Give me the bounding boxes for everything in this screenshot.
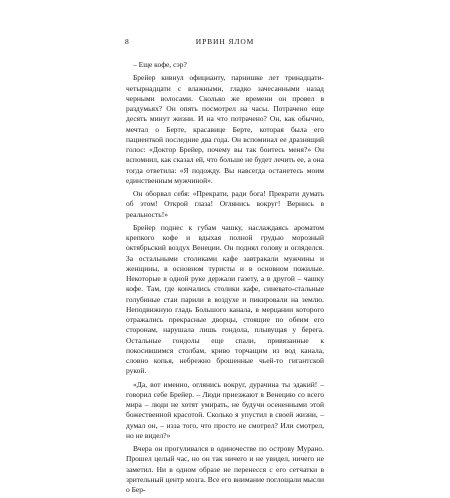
body-text <box>126 60 324 498</box>
paragraph: Брейер кивнул официанту, парнишке лет тринадцати-четырнадцати с влажными, гладко зачесанными назад черными волосами. Сколько же времени он провел в раздумьях? Он опять посмотрел на часы. Потрачено еще десять минут жизни. И на что потрачено? Он, как обычно, мечтал о Берте, красавице Берте, которая была его пациенткой последние два года. Он вспоминал ее дразнящий голос: «Доктор Брейер, почему вы так боитесь меня?» Он вспомнил, как сказал ей, что больше не будет лечить ее, а она тогда ответила: «Я подожду. Вы навсегда останетесь моим единственным мужчиной». <box>126 73 324 185</box>
paragraph: «Да, вот именно, оглянись вокруг, дурачина ты эдакий! – говорил себе Брейер. – Люди приезжают в Венецию со всего мира – люди не хотят умирать, не будучи осененными этой божественной красотой. Сколько я упустил в своей жизни, – думал он, – изза того, что просто не смотрел? Или смотрел, но не видел?» <box>126 379 324 440</box>
page-number: 8 <box>125 37 129 46</box>
paragraph: Брейер поднес к губам чашку, наслаждаясь ароматом крепкого кофе и вдыхая полной грудью морозный октябрьский воздух Венеции. Он поднял голову и огляделся. За остальными столиками кафе завтракали мужчины и женщины, в основном туристы и в основном пожилые. Некоторые в одной руке держали газету, а в другой – чашку кофе. Там, где кончались столики кафе, синевато-стальные голубиные стаи парили в воздухе и пикировали на землю. Неподвижную гладь Большого канала, в мерцании которого отражались прекрасные дворцы, стоящие по обеим его сторонам, нарушала лишь гондола, плывущая у берега. Остальные гондолы еще спали, привязанные к покосившимся столбам, криво торчащим из вод канала, словно копья, небрежно брошенные чьей-то гигантской рукой. <box>126 222 324 376</box>
paragraph: Он оборвал себя: «Прекрати, ради бога! Прекрати думать об этом! Открой глаза! Оглянись вокруг! Вернись в реальность!» <box>126 189 324 219</box>
running-head <box>125 37 325 47</box>
paragraph: Вчера он прогуливался в одиночестве по острову Мурано. Прошел целый час, но он так ничего и не увидел, ничего не заметил. Ни в одном образе не перенесся с его сетчатки в зрительный центр мозга. Все его внимание поглощали мысли о Бер- <box>126 444 324 494</box>
paragraph: – Еще кофе, сэр? <box>133 60 187 69</box>
running-head-author: ИРВИН ЯЛОМ <box>195 37 255 46</box>
